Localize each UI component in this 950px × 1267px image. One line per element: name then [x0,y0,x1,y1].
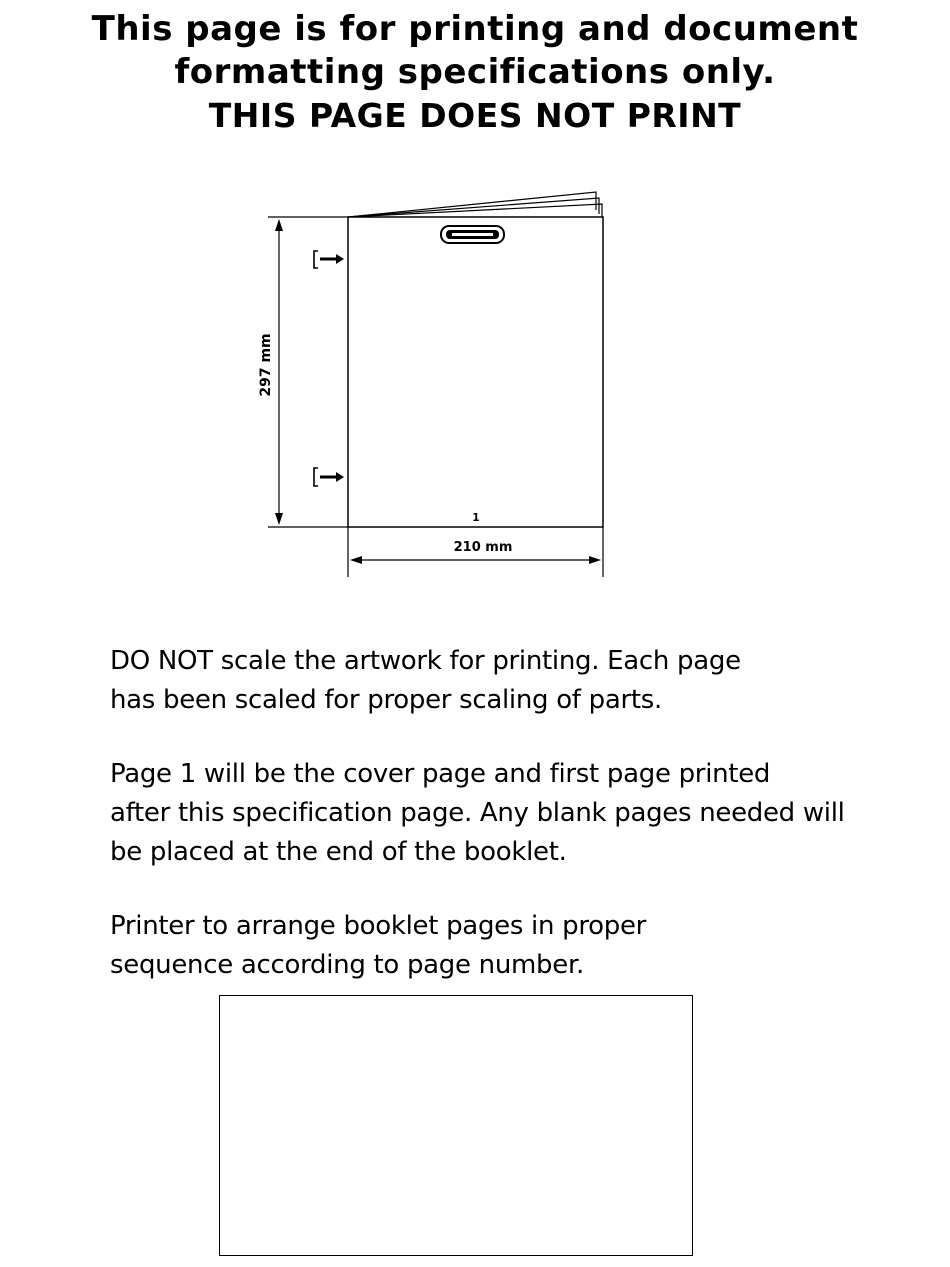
staple-mark-top-icon [314,251,344,268]
instruction-cover-line-2: after this specification page. Any blank pages needed will [110,798,845,828]
instruction-scaling-line-1: DO NOT scale the artwork for printing. Each page [110,646,741,676]
cover-logo-icon [441,226,504,243]
instruction-cover-line-1: Page 1 will be the cover page and first page printed [110,759,771,789]
instruction-scaling [110,642,910,720]
height-label: 297 mm [258,333,274,397]
heading-line-3: THIS PAGE DOES NOT PRINT [208,96,742,135]
page-number-label: 1 [472,511,480,524]
instruction-sequence [110,907,910,985]
blank-frame [219,995,693,1256]
instruction-cover-page [110,755,910,872]
width-label: 210 mm [453,540,513,555]
heading-line-2: formatting specifications only. [174,52,776,92]
instruction-cover-line-3: be placed at the end of the booklet. [110,837,567,867]
booklet-dimension-diagram [0,0,950,620]
instruction-sequence-line-1: Printer to arrange booklet pages in proper [110,911,647,941]
heading-line-1: This page is for printing and document [91,9,859,49]
instruction-scaling-line-2: has been scaled for proper scaling of parts. [110,685,662,715]
booklet-back-pages [348,192,602,219]
booklet-front-page [348,217,603,527]
staple-mark-bottom-icon [314,468,344,486]
instruction-sequence-line-2: sequence according to page number. [110,950,584,980]
